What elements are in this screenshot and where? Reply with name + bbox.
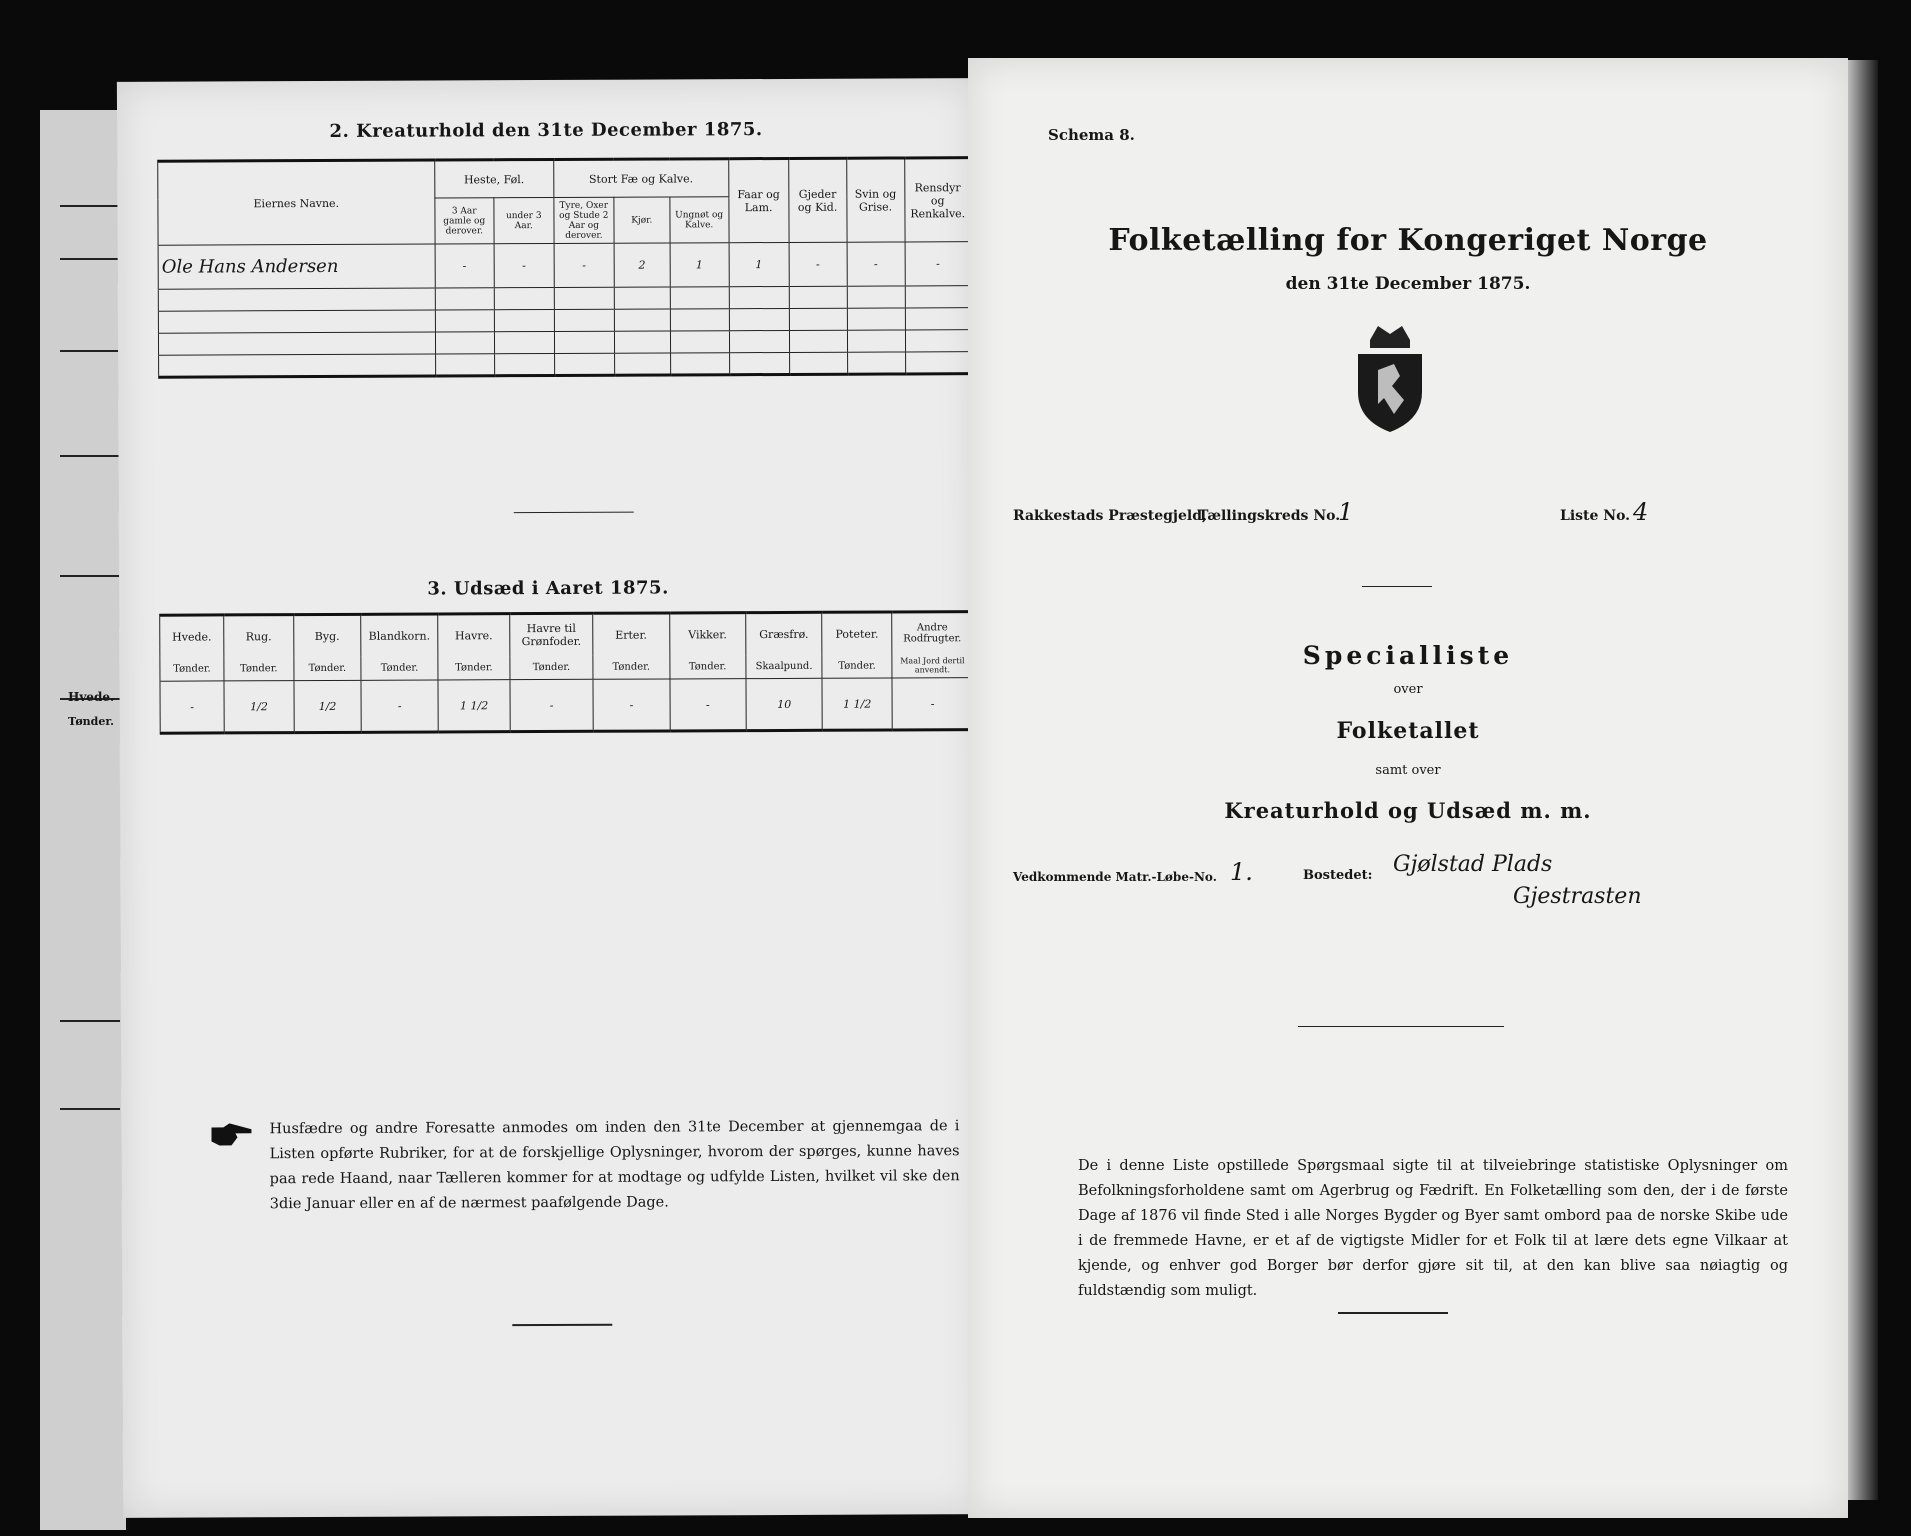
sow-value: 1/2: [224, 681, 294, 733]
cell-value: -: [435, 244, 494, 288]
cell-value: 1: [670, 243, 729, 287]
cell-value: -: [847, 242, 905, 286]
bostedet-value-1: Gjølstad Plads: [1393, 852, 1553, 877]
sow-header: Havre.: [438, 614, 510, 656]
col-stort-tyre: Tyre, Oxer og Stude 2 Aar og derover.: [554, 197, 614, 243]
sow-unit: Tønder.: [669, 655, 746, 679]
samt-over-label: samt over: [1375, 763, 1441, 778]
sow-value: 1 1/2: [822, 678, 892, 730]
sow-value: 10: [746, 678, 823, 730]
col-rensdyr-header: Rensdyr og Renkalve.: [904, 158, 971, 242]
district-label: Tællingskreds No.: [1198, 508, 1341, 524]
edge-rule: [60, 258, 120, 260]
census-date: den 31te December 1875.: [1285, 274, 1531, 294]
owner-name: Ole Hans Andersen: [158, 244, 435, 289]
col-gjeder-header: Gjeder og Kid.: [788, 158, 846, 242]
divider: [512, 1324, 612, 1326]
previous-page-edge: [40, 110, 126, 1530]
sow-value: -: [669, 679, 746, 731]
edge-rule: [60, 205, 120, 207]
sow-unit: Tønder.: [160, 657, 224, 681]
sow-unit: Tønder.: [224, 657, 294, 681]
table-row: [160, 678, 973, 734]
left-page: [117, 78, 981, 1518]
sow-unit: Tønder.: [510, 655, 593, 679]
page-edge: [1848, 60, 1878, 1500]
sow-value: 1/2: [294, 680, 362, 732]
edge-rule: [60, 1020, 120, 1022]
sow-header: Andre Rodfrugter.: [892, 612, 973, 654]
census-title: Folketælling for Kongeriget Norge: [1108, 223, 1708, 258]
cell-value: -: [905, 242, 972, 286]
strip-hvede-label: Hvede.: [68, 690, 115, 704]
sow-value: -: [892, 678, 973, 730]
divider: [1362, 586, 1432, 587]
specialliste-heading: Specialliste: [1302, 641, 1514, 670]
col-stort-header: Stort Fæ og Kalve.: [554, 159, 729, 198]
sow-unit: Tønder.: [822, 654, 892, 678]
pointing-hand-icon: [211, 1121, 255, 1147]
folketallet-heading: Folketallet: [1336, 718, 1480, 744]
sow-unit: Tønder.: [294, 656, 362, 680]
edge-rule: [60, 1108, 120, 1110]
divider: [1338, 1312, 1448, 1314]
col-faar-header: Faar og Lam.: [728, 158, 788, 242]
sow-header: Rug.: [224, 615, 294, 657]
kreaturhold-heading: Kreaturhold og Udsæd m. m.: [1224, 798, 1592, 823]
matr-value: 1.: [1230, 858, 1253, 886]
parish-label: Rakkestads Præstegjeld,: [1013, 508, 1207, 524]
sow-value: -: [510, 679, 593, 731]
livestock-table: [157, 156, 972, 379]
col-stort-ungnot: Ungnøt og Kalve.: [670, 197, 729, 243]
district-value: 1: [1338, 498, 1354, 526]
sow-header: Hvede.: [160, 615, 224, 657]
sow-header: Græsfrø.: [746, 612, 823, 654]
strip-tonder-label: Tønder.: [68, 715, 114, 728]
divider: [514, 512, 634, 514]
sow-value: -: [361, 680, 438, 732]
col-stort-kjor: Kjør.: [614, 197, 670, 243]
over-label: over: [1393, 682, 1423, 697]
sow-unit: Skaalpund.: [746, 654, 823, 678]
sow-value: -: [593, 679, 670, 731]
divider: [1298, 1026, 1504, 1027]
cell-value: 2: [614, 243, 670, 287]
bostedet-label: Bostedet:: [1303, 868, 1373, 883]
sow-unit: Maal Jord dertil anvendt.: [892, 654, 973, 678]
cell-value: -: [494, 243, 554, 287]
sow-header: Blandkorn.: [361, 614, 438, 656]
explanatory-text: De i denne Liste opstillede Spørgsmaal sigte til at tilveiebringe statistiske Oplysninger om Befolkningsforholdene samt om Agerbrug og Fædrift. En Folketælling som den, der i de første Dage af 1876 vil finde Sted i alle Norges Bygder og Byer samt ombord paa de norske Skibe ude i de fremmede Havne, er et af de vigtigste Midler for et Folk til at lære dets egne Vilkaar at kjende, og enhver god Borger bør derfor gjøre sit til, at den kan blive saa nøiagtig og fuldstændig som muligt.: [1078, 1158, 1788, 1299]
edge-rule: [60, 455, 120, 457]
sow-unit: Tønder.: [593, 655, 670, 679]
col-heste-old: 3 Aar gamle og derover.: [435, 198, 494, 244]
col-owner-header: Eiernes Navne.: [158, 160, 435, 245]
matr-label: Vedkommende Matr.-Løbe-No.: [1013, 870, 1217, 884]
table-row: [158, 242, 971, 290]
right-page: [968, 58, 1848, 1518]
sow-header: Byg.: [293, 614, 361, 656]
section2-heading: 2. Kreaturhold den 31te December 1875.: [329, 119, 763, 142]
list-label: Liste No.: [1560, 508, 1631, 524]
sowing-table: [159, 610, 974, 735]
col-heste-header: Heste, Føl.: [434, 159, 553, 198]
sow-value: 1 1/2: [438, 680, 510, 732]
sow-header: Poteter.: [822, 612, 892, 654]
cell-value: -: [554, 243, 614, 287]
col-heste-young: under 3 Aar.: [494, 197, 554, 243]
edge-rule: [60, 575, 120, 577]
schema-label: Schema 8.: [1048, 126, 1135, 144]
norway-coat-of-arms: [1348, 320, 1432, 436]
sow-value: -: [160, 681, 224, 733]
list-value: 4: [1633, 498, 1649, 526]
col-svin-header: Svin og Grise.: [846, 158, 904, 242]
cell-value: 1: [729, 242, 789, 286]
notice-text: Husfædre og andre Foresatte anmodes om inden den 31te December at gjennemgaa de i Listen opførte Rubriker, for at de forskjellige Oplysninger, hvorom der spørges, kunne haves paa rede Haand, naar Tælleren kommer for at modtage og udfylde Listen, hvilket vil ske den 3die Januar eller en af de nærmest paafølgende Dage.: [269, 1118, 960, 1213]
section3-heading: 3. Udsæd i Aaret 1875.: [427, 577, 669, 600]
sow-header: Havre til Grønfoder.: [510, 613, 593, 655]
edge-rule: [60, 350, 120, 352]
sow-unit: Tønder.: [361, 656, 438, 680]
sow-unit: Tønder.: [438, 656, 510, 680]
sow-header: Vikker.: [669, 613, 746, 655]
sow-header: Erter.: [593, 613, 670, 655]
cell-value: -: [789, 242, 847, 286]
bostedet-value-2: Gjestrasten: [1513, 884, 1642, 909]
